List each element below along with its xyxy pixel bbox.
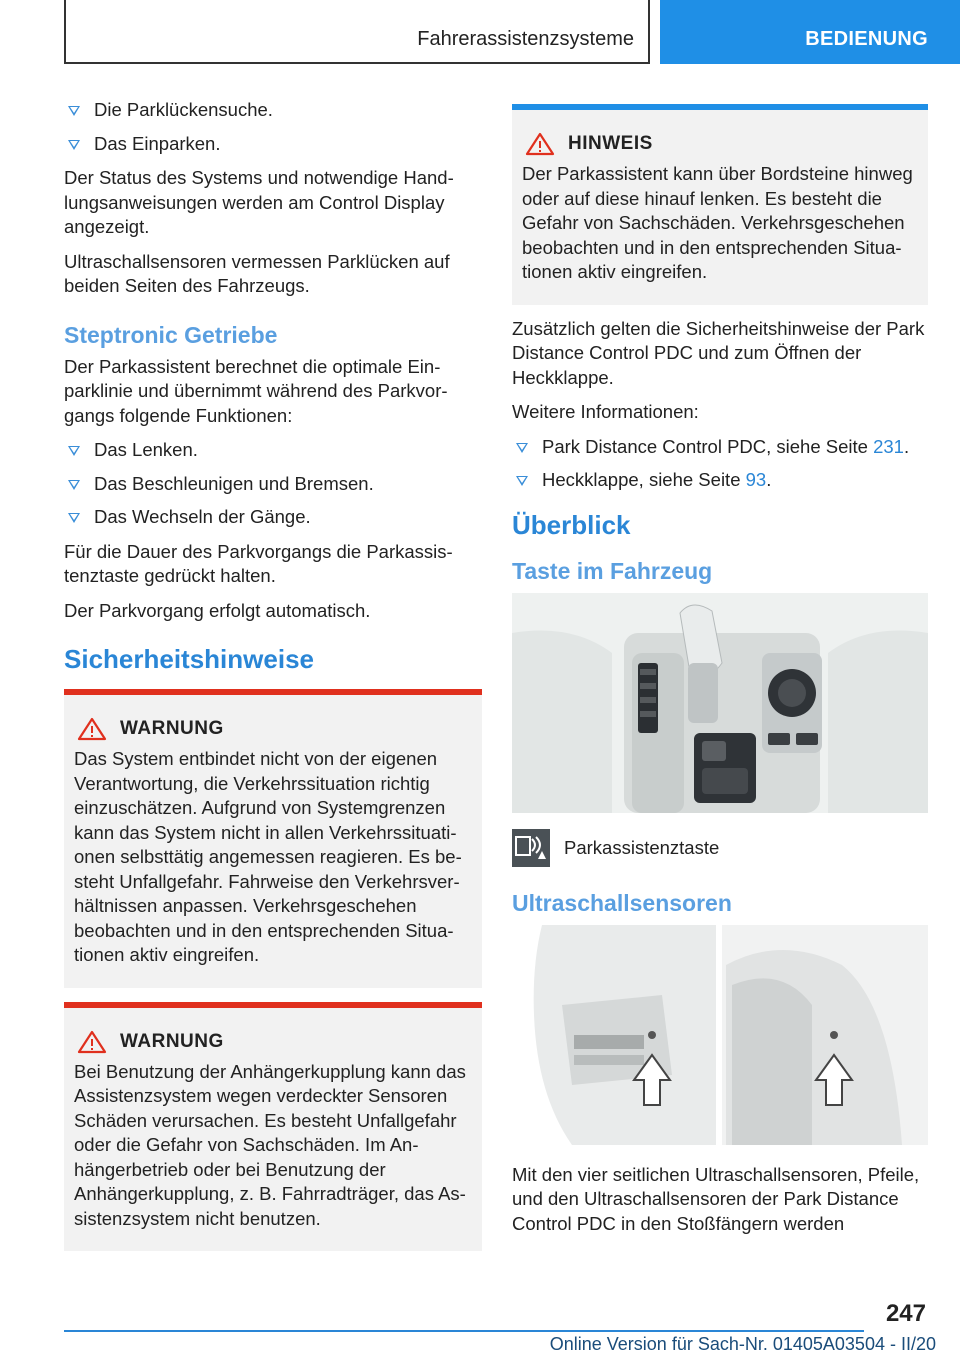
heading-overview: Überblick	[512, 509, 631, 540]
reference-list	[512, 435, 928, 493]
paragraph: Der Parkvorgang erfolgt automatisch.	[64, 599, 371, 621]
bullet-triangle-icon	[68, 446, 80, 456]
paragraph: Weitere Informationen:	[512, 401, 699, 422]
paragraph: Zusätzlich gelten die Sicherheitshinweise der Park Distance Control PDC und zum Öffnen der Heckklappe.	[512, 317, 925, 388]
bullet-triangle-icon	[68, 513, 80, 523]
center-console-illustration	[512, 593, 928, 813]
note-text: Der Parkassistent kann über Bordsteine hinweg oder auf diese hinauf lenken. Es besteht die Gefahr von Sachschäden. Verkehrsgeschehen beobachten und in den entsprechenden Situationen aktiv eingreifen.	[522, 163, 913, 282]
right-column	[512, 98, 928, 1246]
note-title: HINWEIS	[568, 133, 653, 154]
sensors-image	[512, 925, 928, 1145]
center-console-image	[512, 593, 928, 813]
heading-button: Taste im Fahrzeug	[512, 557, 713, 584]
bullet-triangle-icon	[68, 140, 80, 150]
paragraph: Der Status des Systems und notwendige Handlungsanweisungen werden am Control Display angezeigt.	[64, 167, 454, 237]
warning-box-2	[64, 1002, 482, 1252]
warning-title: WARNUNG	[120, 1030, 224, 1052]
paragraph: Der Parkassistent berechnet die optimale Einparklinie und übernimmt während des Parkvorgangs folgende Funktionen:	[64, 355, 448, 426]
page-link-93[interactable]: 93	[745, 469, 767, 490]
footer-divider	[64, 1330, 864, 1332]
bullet-list-mid	[64, 438, 482, 530]
bullet-triangle-icon	[516, 443, 528, 453]
heading-steptronic: Steptronic Getriebe	[64, 321, 278, 348]
list-item: Das Beschleunigen und Bremsen.	[64, 472, 482, 497]
page-number: 247	[885, 1300, 926, 1327]
warning-text: Das System entbindet nicht von der eigenen Verantwortung, die Verkehrssituation richtig einzuschätzen. Aufgrund von Systemgrenzen kann das System nicht in allen Verkehrssituationen selbsttätig angemessen reagieren. Es besteht Unfallgefahr. Fahrweise den Verkehrsverhältnissen anpassen. Verkehrsgeschehen beobachten und in den entsprechenden Situationen aktiv eingreifen.	[74, 748, 462, 965]
legend-label: Parkassistenztaste	[564, 836, 720, 858]
page-link-231[interactable]: 231	[873, 435, 904, 457]
bullet-list-top	[64, 98, 482, 156]
chapter-title: Fahrerassistenzsysteme	[417, 28, 634, 50]
paragraph: Mit den vier seitlichen Ultraschallsensoren, Pfeile, und den Ultraschallsensoren der Park Distance Control PDC in den Stoßfängern werden	[512, 1163, 920, 1234]
warning-text: Bei Benutzung der Anhängerkupplung kann das Assistenzsystem wegen verdeckter Sensoren Schäden verursachen. Es besteht Unfallgefahr oder die Gefahr von Sachschäden. Im Anhängerbetrieb oder bei Benutzung der Anhängerkupplung, z. B. Fahrradträger, das Assistenzsystem nicht benutzen.	[74, 1060, 466, 1229]
list-item: Das Wechseln der Gänge.	[64, 505, 482, 530]
park-assist-button-icon	[512, 829, 550, 867]
header-section-tab	[660, 0, 960, 64]
bullet-triangle-icon	[68, 106, 80, 116]
warning-triangle-icon	[74, 717, 110, 741]
warning-title: WARNUNG	[120, 718, 224, 739]
paragraph: Ultraschallsensoren vermessen Parklücken auf beiden Seiten des Fahrzeugs.	[64, 250, 450, 296]
list-item: Das Einparken.	[64, 132, 482, 157]
paragraph: Für die Dauer des Parkvorgangs die Parkassistenztaste gedrückt halten.	[64, 540, 453, 586]
list-item: Heckklappe, siehe Seite 93.	[512, 468, 928, 493]
header-chapter-tab	[64, 0, 650, 64]
bullet-triangle-icon	[516, 476, 528, 486]
list-item: Das Lenken.	[64, 438, 482, 463]
warning-triangle-icon	[74, 1030, 110, 1054]
left-column	[64, 98, 482, 1263]
ultrasonic-sensors-illustration	[512, 925, 928, 1145]
heading-safety: Sicherheitshinweise	[64, 644, 314, 674]
section-title: BEDIENUNG	[805, 28, 928, 50]
list-item: Die Parklückensuche.	[64, 98, 482, 123]
warning-box-1	[64, 689, 482, 988]
note-box	[512, 104, 928, 305]
footer-version-text: Online Version für Sach-Nr. 01405A03504 - II/20	[549, 1334, 936, 1354]
bullet-triangle-icon	[68, 480, 80, 490]
heading-sensors: Ultraschallsensoren	[512, 889, 732, 916]
list-item: Park Distance Control PDC, siehe Seite 231.	[512, 435, 928, 460]
warning-triangle-icon	[522, 132, 558, 156]
legend-row	[512, 829, 928, 867]
